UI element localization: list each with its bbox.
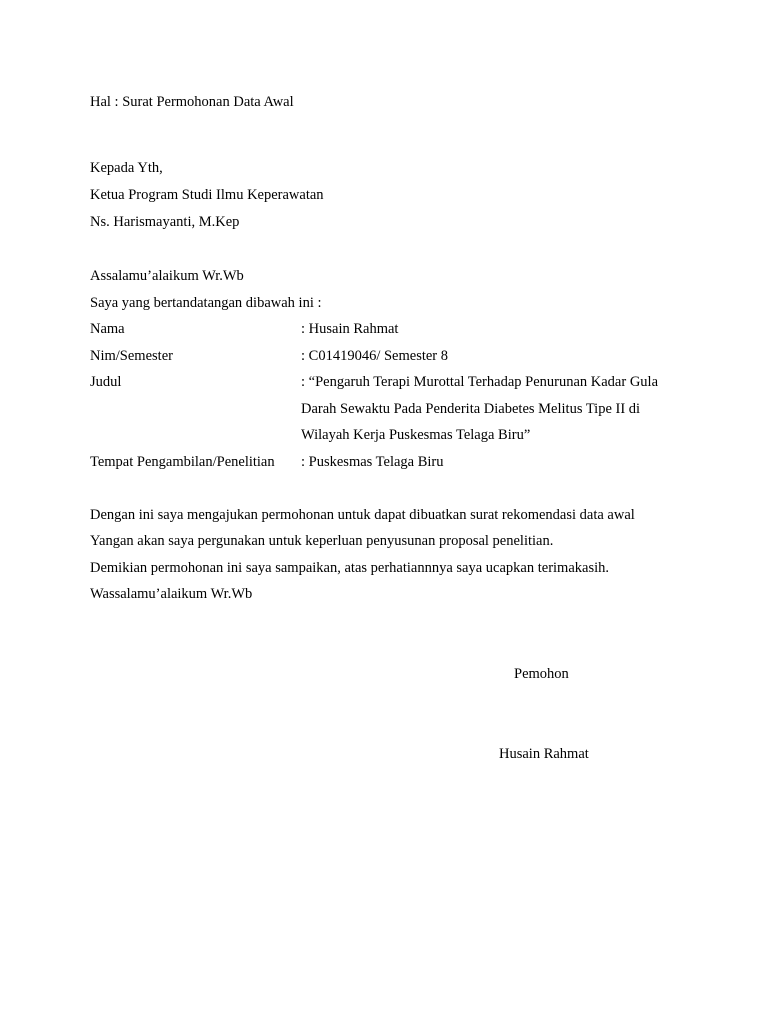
field-value-tempat: : Puskesmas Telaga Biru: [301, 454, 444, 470]
body-paragraph-line-1: Dengan ini saya mengajukan permohonan untuk dapat dibuatkan surat rekomendasi data awal: [90, 507, 635, 523]
field-value-judul-line-1: : “Pengaruh Terapi Murottal Terhadap Penurunan Kadar Gula: [301, 374, 658, 390]
recipient-position: Ketua Program Studi Ilmu Keperawatan: [90, 187, 324, 203]
intro-text: Saya yang bertandatangan dibawah ini :: [90, 295, 322, 311]
letter-subject: Hal : Surat Permohonan Data Awal: [90, 94, 294, 110]
recipient-greeting: Kepada Yth,: [90, 160, 163, 176]
field-label-nim: Nim/Semester: [90, 348, 173, 364]
field-label-nama: Nama: [90, 321, 125, 337]
signature-name: Husain Rahmat: [499, 746, 589, 762]
signature-role: Pemohon: [514, 666, 569, 682]
field-label-judul: Judul: [90, 374, 122, 390]
closing-salutation: Wassalamu’alaikum Wr.Wb: [90, 586, 253, 602]
field-value-nim: : C01419046/ Semester 8: [301, 348, 449, 364]
body-paragraph-line-2: Yangan akan saya pergunakan untuk keperluan penyusunan proposal penelitian.: [90, 533, 554, 549]
field-label-tempat: Tempat Pengambilan/Penelitian: [90, 454, 275, 470]
field-value-nama: : Husain Rahmat: [301, 321, 399, 337]
body-paragraph-line-3: Demikian permohonan ini saya sampaikan, atas perhatiannnya saya ucapkan terimakasih.: [90, 560, 609, 576]
field-value-judul-line-3: Wilayah Kerja Puskesmas Telaga Biru”: [301, 427, 531, 443]
recipient-name: Ns. Harismayanti, M.Kep: [90, 214, 240, 230]
field-value-judul-line-2: Darah Sewaktu Pada Penderita Diabetes Melitus Tipe II di: [301, 401, 641, 417]
opening-salutation: Assalamu’alaikum Wr.Wb: [90, 268, 244, 284]
